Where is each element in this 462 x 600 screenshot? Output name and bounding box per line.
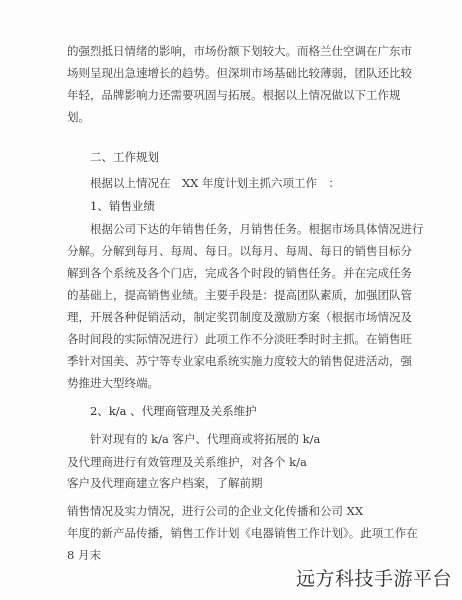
paragraph-line: 年度的新产品传播，销售工作计划《电器销售工作计划》。此项工作在	[67, 526, 418, 540]
paragraph-line: 季针对国美、苏宁等专业家电系统实施力度较大的销售促进活动，强	[67, 354, 412, 368]
paragraph-line: 势推进大型终端。	[67, 376, 159, 390]
paragraph-line: 及代理商进行有效管理及关系维护，对各个 k/a	[67, 455, 307, 469]
watermark-text: 远方科技手游平台	[295, 568, 452, 590]
paragraph-line: 根据以上情况在 XX 年度计划主抓六项工作 ：	[90, 176, 341, 190]
section-heading-work-plan: 二、工作规划	[90, 150, 159, 164]
paragraph-line: 年轻，品牌影响力还需要巩固与拓展。根据以上情况做以下工作规	[67, 88, 401, 102]
paragraph-line: 根据公司下达的年销售任务，月销售任务。根据市场具体情况进行	[90, 222, 424, 236]
paragraph-line: 解到各个系统及各个门店，完成各个时段的销售任务。并在完成任务	[67, 266, 412, 280]
paragraph-line: 销售情况及实力情况，进行公司的企业文化传播和公司 XX	[67, 504, 364, 518]
paragraph-line: 的基础上，提高销售业绩。主要手段是：提高团队素质，加强团队管	[67, 288, 412, 302]
paragraph-line: 各时间段的实际情况进行）此项工作不分淡旺季时时主抓。在销售旺	[67, 332, 412, 346]
paragraph-line: 的强烈抵日情绪的影响，市场份额下划较大。而格兰仕空调在广东市	[67, 44, 412, 58]
paragraph-line: 针对现有的 k/a 客户、代理商或将拓展的 k/a	[90, 432, 321, 446]
subheading-ka-agent-management: 2、k/a 、代理商管理及关系维护	[90, 404, 257, 418]
paragraph-line: 8 月末	[67, 548, 101, 562]
paragraph-line: 客户及代理商建立客户档案，了解前期	[67, 476, 263, 490]
paragraph-line: 场则呈现出急速增长的趋势。但深圳市场基础比较薄弱，团队还比较	[67, 66, 412, 80]
paragraph-line: 分解。分解到每月、每周、每日。以每月、每周、每日的销售目标分	[67, 244, 412, 258]
paragraph-line: 划。	[67, 110, 90, 124]
paragraph-line: 理，开展各种促销活动，制定奖罚制度及激励方案（根据市场情况及	[67, 310, 412, 324]
subheading-sales-performance: 1、销售业绩	[90, 199, 155, 213]
